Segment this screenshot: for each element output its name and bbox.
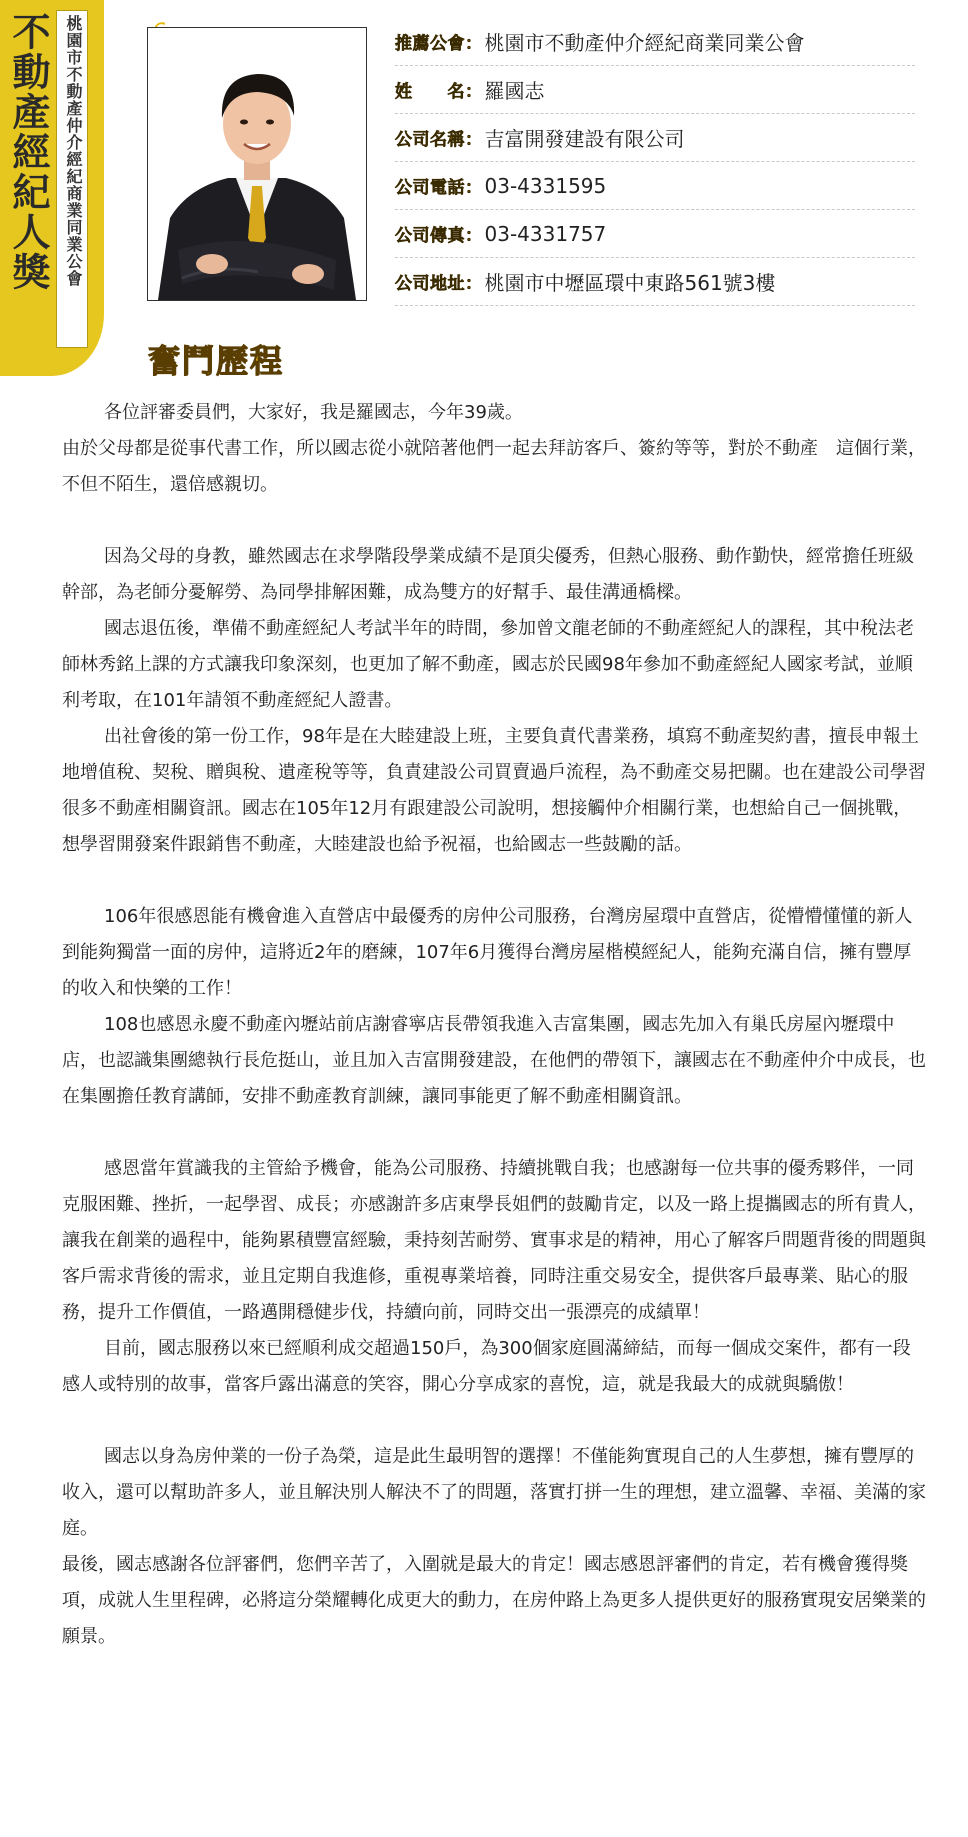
paragraph-gap <box>62 863 928 899</box>
info-label: 推薦公會 <box>395 34 465 54</box>
essay-paragraph: 因為父母的身教，雖然國志在求學階段學業成績不是頂尖優秀，但熱心服務、動作勤快，經常擔任班級幹部，為老師分憂解勞、為同學排解困難，成為雙方的好幫手、最佳溝通橋樑。 <box>62 546 914 603</box>
profile-photo <box>147 27 367 301</box>
info-label: 姓 名 <box>395 82 465 102</box>
essay-paragraph: 106年很感恩能有機會進入直營店中最優秀的房仲公司服務，台灣房屋環中直營店，從懵懵懂懂的新人到能夠獨當一面的房仲，這將近2年的磨練，107年6月獲得台灣房屋楷模經紀人，能夠充滿自信，擁有豐厚的收入和快樂的工作！ <box>62 906 913 999</box>
profile-info <box>395 18 915 306</box>
info-label: 公司電話 <box>395 178 465 198</box>
info-colon: ： <box>465 82 483 102</box>
essay-paragraph: 目前，國志服務以來已經順利成交超過150戶，為300個家庭圓滿締結，而每一個成交案件，都有一段感人或特別的故事，當客戶露出滿意的笑容，開心分享成家的喜悅，這，就是我最大的成就與驕傲！ <box>62 1338 911 1395</box>
info-value: 03-4331757 <box>484 221 607 246</box>
org-label-box <box>56 10 88 348</box>
essay-paragraph: 出社會後的第一份工作，98年是在大睦建設上班，主要負責代書業務，填寫不動產契約書，擅長申報土地增值稅、契稅、贈與稅、遺產稅等等，負責建設公司買賣過戶流程，為不動產交易把關。也在建設公司學習很多不動產相關資訊。國志在105年12月有跟建設公司說明，想接觸仲介相關行業，也想給自己一個挑戰，想學習開發案件跟銷售不動產，大睦建設也給予祝福，也給國志一些鼓勵的話。 <box>62 726 926 855</box>
info-row-fax <box>395 210 915 258</box>
essay-paragraph: 各位評審委員們，大家好，我是羅國志，今年39歲。 <box>104 402 523 423</box>
info-value: 吉富開發建設有限公司 <box>484 127 685 151</box>
essay-paragraph: 國志退伍後，準備不動產經紀人考試半年的時間，參加曾文龍老師的不動產經紀人的課程，其中稅法老師林秀銘上課的方式讓我印象深刻，也更加了解不動產，國志於民國98年參加不動產經紀人國家考試，並順利考取，在101年請領不動產經紀人證書。 <box>62 618 914 711</box>
info-colon: ： <box>465 226 483 246</box>
essay-paragraph: 國志以身為房仲業的一份子為榮，這是此生最明智的選擇！不僅能夠實現自己的人生夢想，擁有豐厚的收入，還可以幫助許多人，並且解決別人解決不了的問題，落實打拼一生的理想，建立溫馨、幸福、美滿的家庭。 <box>62 1446 926 1539</box>
info-colon: ： <box>465 274 483 294</box>
info-value: 羅國志 <box>484 79 545 103</box>
section-title: 奮鬥歷程 <box>148 342 285 380</box>
info-colon: ： <box>465 34 483 54</box>
info-value: 桃園市中壢區環中東路561號3樓 <box>484 271 776 295</box>
essay-paragraph: 108也感恩永慶不動產內壢站前店謝睿寧店長帶領我進入吉富集團，國志先加入有巢氏房屋內壢環中店，也認識集團總執行長危挺山，並且加入吉富開發建設，在他們的帶領下，讓國志在不動產仲介中成長，也在集團擔任教育講師，安排不動產教育訓練，讓同事能更了解不動產相關資訊。 <box>62 1014 926 1107</box>
essay-paragraph: 最後，國志感謝各位評審們，您們辛苦了，入圍就是最大的肯定！國志感恩評審們的肯定，若有機會獲得獎項，成就人生里程碑，必將這分榮耀轉化成更大的動力，在房仲路上為更多人提供更好的服務實現安居樂業的願景。 <box>62 1554 926 1647</box>
award-banner <box>0 0 104 376</box>
info-row-association <box>395 18 915 66</box>
info-row-address <box>395 258 915 306</box>
info-label: 公司地址 <box>395 274 465 294</box>
info-colon: ： <box>465 178 483 198</box>
essay-body <box>62 395 928 1655</box>
org-label: 桃園市不動產仲介經紀商業同業公會 <box>64 15 83 287</box>
info-row-company <box>395 114 915 162</box>
info-label: 公司名稱 <box>395 130 465 150</box>
essay-paragraph: 感恩當年賞識我的主管給予機會，能為公司服務、持續挑戰自我；也感謝每一位共事的優秀夥伴，一同克服困難、挫折，一起學習、成長；亦感謝許多店東學長姐們的鼓勵肯定，以及一路上提攜國志的所有貴人，讓我在創業的過程中，能夠累積豐富經驗，秉持刻苦耐勞、實事求是的精神，用心了解客戶問題背後的問題與客戶需求背後的需求，並且定期自我進修，重視專業培養，同時注重交易安全，提供客戶最專業、貼心的服務，提升工作價值，一路邁開穩健步伐，持續向前，同時交出一張漂亮的成績單！ <box>62 1158 926 1323</box>
info-label: 公司傳真 <box>395 226 465 246</box>
info-row-phone <box>395 162 915 210</box>
portrait-illustration-icon <box>148 28 366 300</box>
essay-paragraph: 由於父母都是從事代書工作，所以國志從小就陪著他們一起去拜訪客戶、簽約等等，對於不動產 這個行業，不但不陌生，還倍感親切。 <box>62 438 926 495</box>
paragraph-gap <box>62 503 928 539</box>
award-title: 不動產經紀人獎 <box>6 12 51 292</box>
info-value: 桃園市不動產仲介經紀商業同業公會 <box>484 31 805 55</box>
info-value: 03-4331595 <box>484 173 607 198</box>
info-row-name <box>395 66 915 114</box>
paragraph-gap <box>62 1115 928 1151</box>
info-colon: ： <box>465 130 483 150</box>
paragraph-gap <box>62 1403 928 1439</box>
